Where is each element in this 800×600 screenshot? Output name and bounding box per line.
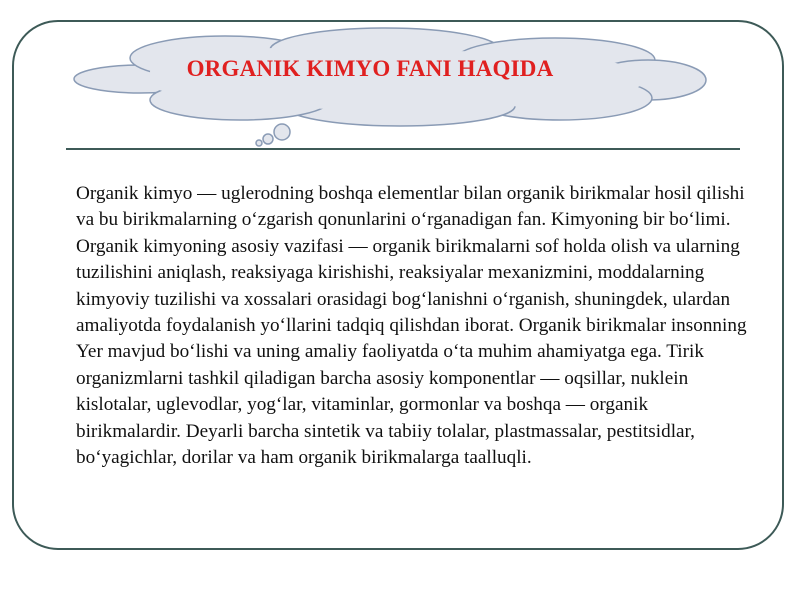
slide-title: ORGANIK KIMYO FANI HAQIDA — [186, 56, 554, 81]
body-paragraph: Organik kimyo — uglerodning boshqa elementlar bilan organik birikmalar hosil qilishi va bu birikmalarning o‘zgarish qonunlarini o‘rganadigan fan. Kimyoning bir bo‘limi. Organik kimyoning asosiy vazifasi — organik birikmalarni sof holda olish va ularning tuzilishini aniqlash, reaksiyaga kirishishi, reaksiyalar mexanizmini, moddalarning kimyoviy tuzilishi va xossalari orasidagi bog‘lanishni o‘rganish, shuningdek, ulardan amaliyotda foydalanish yo‘llarini tadqiq qilishdan iborat. Organik birikmalar insonning Yer mavjud bo‘lishi va uning amaliy faoliyatda o‘ta muhim ahamiyatga ega. Tirik organizmlarni tashkil qiladigan barcha asosiy komponentlar — oqsillar, nuklein kislotalar, uglevodlar, yog‘lar, vitaminlar, gormonlar va boshqa — organik birikmalardir. Deyarli barcha sintetik va tabiiy tolalar, plastmassalar, pestitsidlar, bo‘yagichlar, dorilar va ham organik birikmalarga taalluqli. — [76, 183, 747, 469]
title-divider — [66, 148, 740, 150]
